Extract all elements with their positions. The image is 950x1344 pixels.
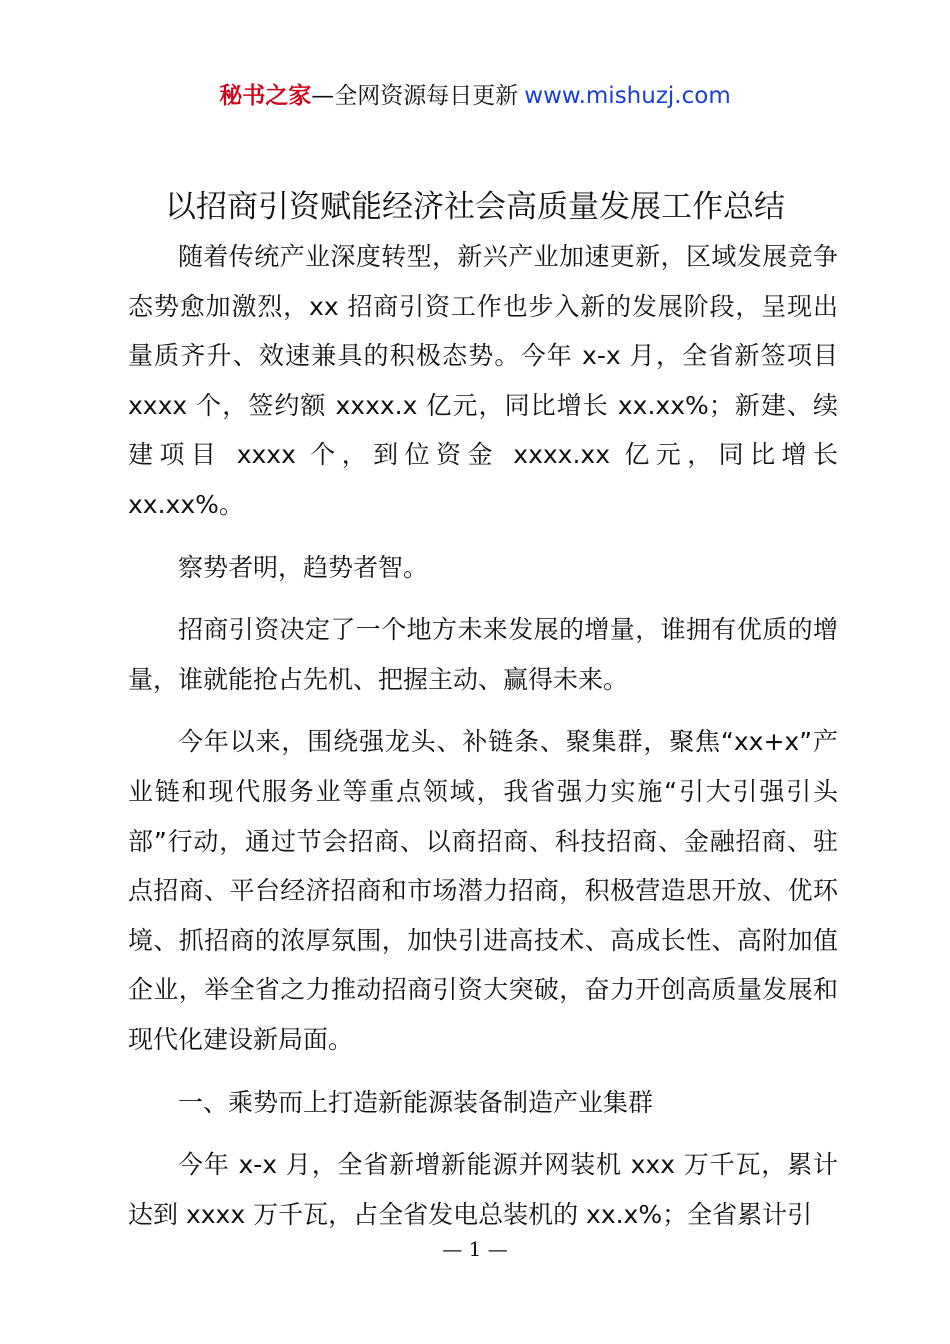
site-header [0,80,950,112]
paragraph-actions: 今年以来，围绕强龙头、补链条、聚集群，聚焦“xx+x”产业链和现代服务业等重点领域，我省强力实施“引大引强引头部”行动，通过节会招商、以商招商、科技招商、金融招商、驻点招商、平台经济招商和市场潜力招商，积极营造思开放、优环境、抓招商的浓厚氛围，加快引进高技术、高成长性、高附加值企业，举全省之力推动招商引资大突破，奋力开创高质量发展和现代化建设新局面。 [128,727,838,1054]
paragraph-energy: 今年 x-x 月，全省新增新能源并网装机 xxx 万千瓦，累计达到 xxxx 万千瓦，占全省发电总装机的 xx.x%；全省累计引 [128,1150,838,1229]
document-body [128,232,838,1239]
site-tagline: —全网资源每日更新 [311,83,519,109]
site-brand: 秘书之家 [219,83,312,109]
site-url-link[interactable]: www.mishuzj.com [524,83,731,109]
paragraph-intro: 随着传统产业深度转型，新兴产业加速更新，区域发展竞争态势愈加激烈，xx 招商引资工作也步入新的发展阶段，呈现出量质齐升、效速兼具的积极态势。今年 x-x 月，全省新签项目 xxxx 个，签约额 xxxx.x 亿元，同比增长 xx.xx%；新建、续建项目 xxxx 个，到位资金 xxxx.xx 亿元，同比增长 xx.xx%。 [128,242,838,519]
document-title: 以招商引资赋能经济社会高质量发展工作总结 [165,189,785,225]
paragraph-increment: 招商引资决定了一个地方未来发展的增量，谁拥有优质的增量，谁就能抢占先机、把握主动、赢得未来。 [128,615,838,694]
page-number: — 1 — [442,1237,508,1261]
paragraph-motto: 察势者明，趋势者智。 [178,552,429,582]
section-heading: 一、乘势而上打造新能源装备制造产业集群 [178,1087,654,1117]
